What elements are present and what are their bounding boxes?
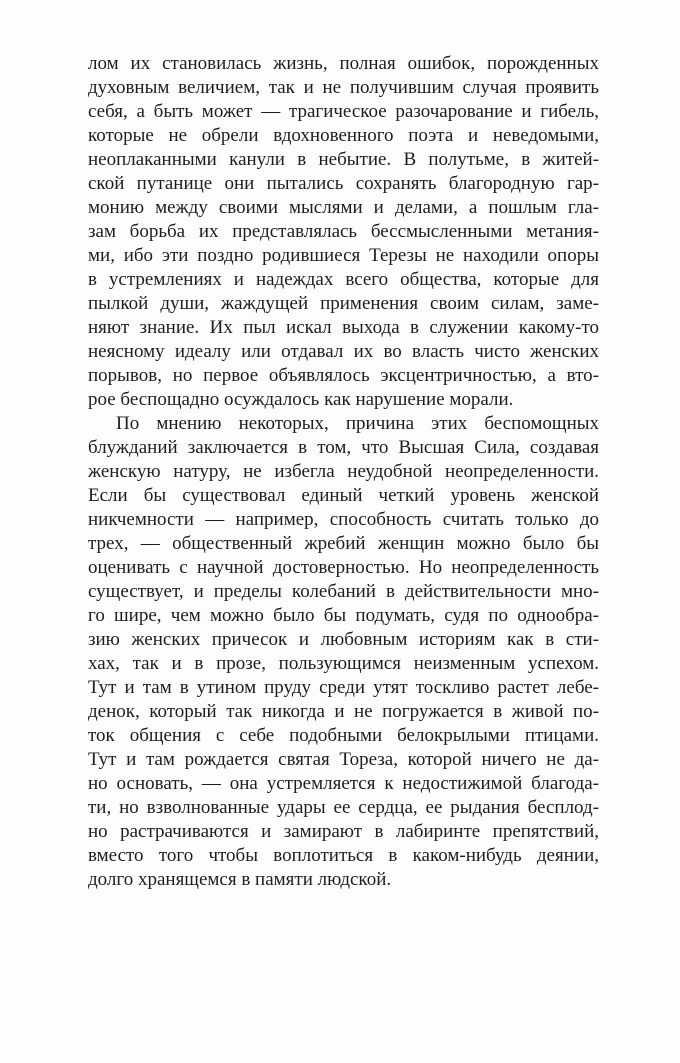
text-line: Тут и там рождается святая Тореза, которой ничего не да- bbox=[88, 749, 599, 770]
text-line: долго хранящемся в памяти людской. bbox=[88, 869, 392, 890]
text-line: По мнению некоторых, причина этих беспомощных bbox=[116, 413, 599, 434]
text-line: блужданий заключается в том, что Высшая Сила, создавая bbox=[88, 437, 599, 458]
text-line: ти, но взволнованные удары ее сердца, ее рыдания бесплод- bbox=[88, 797, 599, 818]
text-line: ток общения с себе подобными белокрылыми птицами. bbox=[88, 725, 599, 746]
paragraph bbox=[88, 412, 599, 892]
text-line: оценивать с научной достоверностью. Но неопределенность bbox=[88, 557, 599, 578]
text-line: в устремлениях и надеждах всего общества, которые для bbox=[88, 269, 599, 290]
text-line: но растрачиваются и замирают в лабиринте препятствий, bbox=[88, 821, 599, 842]
text-line: вместо того чтобы воплотиться в каком-нибудь деянии, bbox=[88, 845, 599, 866]
text-line: которые не обрели вдохновенного поэта и неведомыми, bbox=[88, 125, 599, 146]
text-line: зию женских причесок и любовным историям как в сти- bbox=[88, 629, 599, 650]
text-line: порывов, но первое объявлялось эксцентричностью, а вто- bbox=[88, 365, 599, 386]
text-line: неясному идеалу или отдавал их во власть чисто женских bbox=[88, 341, 599, 362]
text-line: денок, который так никогда и не погружается в живой по- bbox=[88, 701, 599, 722]
text-line: женскую натуру, не избегла неудобной неопределенности. bbox=[88, 461, 599, 482]
text-line: го шире, чем можно было бы подумать, судя по однообра- bbox=[88, 605, 599, 626]
text-line: себя, а быть может — трагическое разочарование и гибель, bbox=[88, 101, 599, 122]
text-line: няют знание. Их пыл искал выхода в служении какому-то bbox=[88, 317, 599, 338]
text-line: пылкой души, жаждущей применения своим силам, заме- bbox=[88, 293, 599, 314]
text-line: зам борьба их представлялась бессмысленными метания- bbox=[88, 221, 599, 242]
text-line: ской путанице они пытались сохранять благородную гар- bbox=[88, 173, 599, 194]
text-line: рое беспощадно осуждалось как нарушение морали. bbox=[88, 389, 514, 410]
text-line: Тут и там в утином пруду среди утят тоскливо растет лебе- bbox=[88, 677, 599, 698]
text-line: монию между своими мыслями и делами, а пошлым гла- bbox=[88, 197, 599, 218]
text-line: духовным величием, так и не получившим случая проявить bbox=[88, 77, 599, 98]
text-line: никчемности — например, способность считать только до bbox=[88, 509, 599, 530]
paragraph bbox=[88, 52, 599, 412]
text-line: Если бы существовал единый четкий уровень женской bbox=[88, 485, 599, 506]
text-line: существует, и пределы колебаний в действительности мно- bbox=[88, 581, 599, 602]
text-line: трех, — общественный жребий женщин можно было бы bbox=[88, 533, 599, 554]
text-line: ми, ибо эти поздно родившиеся Терезы не находили опоры bbox=[88, 245, 599, 266]
text-line: но основать, — она устремляется к недостижимой благода- bbox=[88, 773, 599, 794]
text-line: хах, так и в прозе, пользующимся неизменным успехом. bbox=[88, 653, 599, 674]
text-line: лом их становилась жизнь, полная ошибок, порожденных bbox=[88, 53, 599, 74]
text-block bbox=[88, 52, 599, 892]
text-line: неоплаканными канули в небытие. В полутьме, в житей- bbox=[88, 149, 599, 170]
